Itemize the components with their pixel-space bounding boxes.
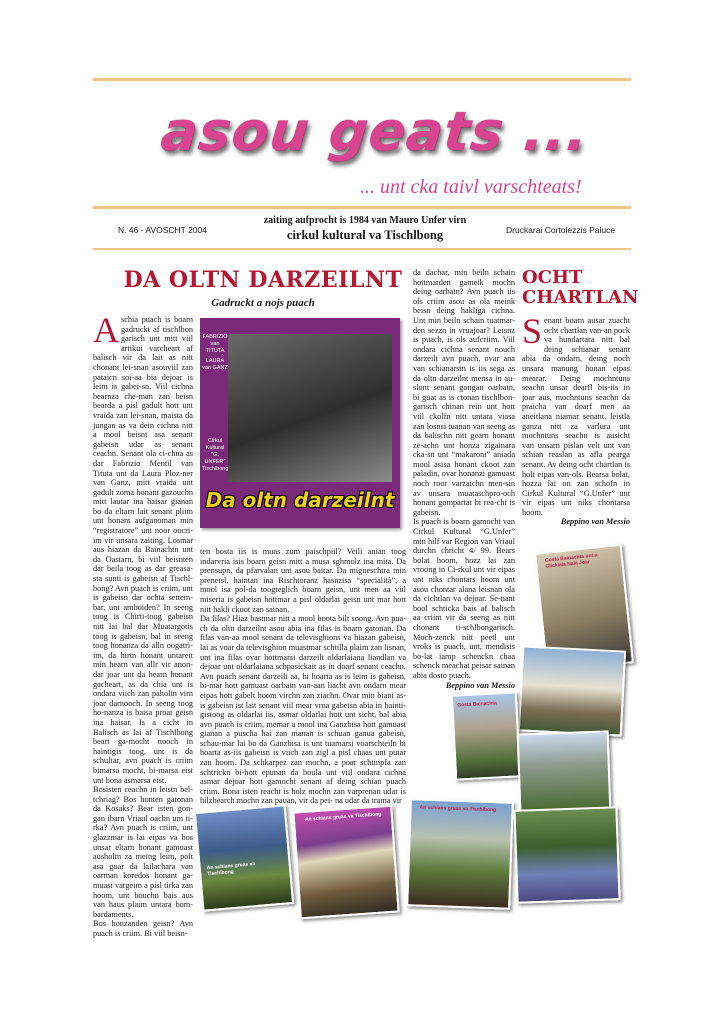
article-column-1 [93, 310, 193, 938]
postcard-label-1: Gosta Bainachta unt a Glicklala Naia Joar [544, 552, 598, 570]
founded-line: zaiting aufprocht is 1984 van Mauro Unfer virn [263, 215, 467, 226]
postcard-collage-2 [292, 805, 399, 920]
right-article-signature: Beppino van Messio [560, 517, 630, 527]
cover-photo [228, 334, 392, 482]
masthead-title: asou geats ... [158, 100, 592, 163]
column-1-text-c: Bos honzanden geisn? Avn puach is criim. Bi viil beisn- [93, 919, 193, 938]
article-subtitle: Gadruckt a nojs puach [211, 297, 315, 309]
column-2-text: ten bosta iis is muas zum paischpiil? Veili anian toog indarvria isis boarn geisn mitt a musa sghmolz ina mita. Da prensupn, da pfarvalan unt asou baitar. Da migneschtra min preneisl, haintan ina Rischtoranz hasnzisa “specialità”, a mool isa pol-da toogteglich boarn geisn, unt men aa viil miseria is gabeisn hottmar a pisl oldarlai geisn unt mar hott nitt hakli ckoot zan sainan. [200, 547, 406, 614]
column-1-text: schia puach is boarn gadruckt af tischlbon garisch unt mitt viil artikui varcheart af balisch vir da lait as nitt chonant lei-snan asouviil zan pataicn soi-aa bia dejoar is leim is gabei-sn. Viil cichna bearnza che-man zan beisn bearda a pisl gadult hott unt vraida zan lei-snan, maista da jungan as va dein cichna nitt a mool beisnt asa senant gabeisn udar as senant ceachn. Senant ola ci-chna as dar Fabrizio Mentil van Tituta unt da Laura Ploz-ner van Ganz, mitt vraida unt gadult zoma honant gazouchn mitt lautar ina haisar gianan bo da eltarn lait senant pliim unt honant aufganoman min “registratore” unt noor oocri-im vir unsara zaiting. Losmar aus hiazan da Bainachtn unt da Oastarn, bi viil beisnten dar beila toog as dar greasa-sta sunti is gabeisn af Tischl-bong? Avn puach is criim, unt is gabeisn dar ochta settem-bar, unt amboiden? In seeng toog is Chirti-toog gabeisn nitt lai bal dar Muatargotis toog is gabeisn, bal in seeng toog honanza da alln oogatri-im, da hirtn honant untareit min hearn van allr vir anon-dar joar unt da hearn honant gacheart, as da chia unt is ondara viich zan paholtn virn joar darnooch. In seeng toog ho-nanza is baisa proat geisn ina haisar. Is a cicht in Balisch as lai af Tischlbong beart ga-mocht nooch in haintigis toog, unt is da schultar, avn puach is criim bimarsa mocht, bi-marsa eist unt bona asmarsa eist. [93, 315, 193, 785]
association-name: cirkul kultural va Tischlbong [286, 228, 444, 242]
postcard-mountain [451, 691, 521, 780]
postcard-label-2: Gosta Bainachta [457, 700, 497, 709]
article-signature: Beppino van Messio [445, 680, 515, 690]
column-3-text: da dachar, min beiln schain hottmarden gameik mochn deing oarbatn? Avn puach iis ols criim asou as ola meink beisn deing hakliga cichna. Unt min beiln schain tuatmar-den sezzn in vruajoar? Leisnz is puach, is ols aufcriim. Viil ondara cichna senant nouch darzeilt avn puach, ovar ana van schianarstn is iis sega as da oltn darzeilnt mensa in au-slont senant gongan oarbatn, bi guat as is ctonan tischlbon-garisch chinan rein unt hott viil ckolfn nitt untara viasa zan losnsi tuanan van seeng as da balischn nitt gearn honant ze-achn unt honza zigainara cka-sn unt “makaroni” aniada mool asisa honant ckoot zan paladin, ovar honanzi gamuast noch roor varzaichn men-sin av unsara muataschpro-och honant gompartat bi rea-cht is gabeisn. [413, 268, 515, 517]
column-3-text-b: Is puach is boarn gamocht van Cirkul Kultural “G.Unfer” min hilf var Region van Vriaul durchn chricht 4/ 99. Bears bolat hoom, hozz lai zan vroong in Ci-rkul unt vir eipas unt niks chontars hoom unt asou chontar alana leisnan ola da cichtlan va dejoar. Se-nant bool schticka bais af balisch aa criim vir da seeng as nitt chonant ti-schlbongarisch. Moch-zenck nitt peetl unt vroks is puach, unt, mendisis bo-lat iamp schenckn chaa schenck meachat peisar sainan abia dosto puach. [413, 517, 515, 680]
article-column-3 [413, 268, 515, 690]
column-2-text-b: Da filas? Hiaz bastmar nitt a mool boota bilt soong. Avn pua-ch da oltn darzeilnt asou abia ina filas is boarn gatonan. Da filas van-aa mool senant da televisghions va hiazan gabeisn, lai as voar da televisghion muastmar schtilla plaim zan lisnan, unt ina filas ovar hottmarsi darzeilt oldarlaiana liandlan va dejoar unt oldarlaiana schpasickait as in doarf senant ceachn. Avn puach senant darzeilt aa, bi hoarta as is leim is gabeisn, bi-mar hott gamuast oarbatn van-aan liacht avn ondarn mear eipas hott gabelt hoom virchn zan ziachn. Ovar min biani as-is gabeisn ist lait senant viil mear vroa gabeisn abia in hainti-gistoog as oldarlai iis, asmar oldarlai hott unt sicht, bal abia avn puach is criim, memar a mool ina Ganzbisa hott gamuast gianan a puscha hai zan manan is schuan ganua gabeisn, schau-mar lai bo da Ganzbisa is unt tuamarsi voarschteiln bi hoarta as-iis gabeisn is viich zan zigl a pisl chaas unt putar zan hoom. Da schkarpez zan mochn, a poar schtinpfa zan schtrickn bi-hott epunan da boula unt viil ondara cichna asmar dejoar hott gamocht senant af deing schian puach criim. Bona isten reacht is holz mochn zan varprenan udar is hilzbearch mochn zan pauan, vir da pei- na udar da trama vir [200, 614, 406, 806]
postcard-collage-3 [406, 798, 514, 910]
header-under-rule [93, 248, 631, 250]
column-1-text-b: Bosisten ceachn in leistn bel-tchriag? Bos honten gatonan da Kosaks? Bear isten gon-gan ibarn Vriaul oachn um ti-rka? Avn puach is criim, unt glazzmar is lai eipas va bos unsar eltarn honant gamuast ausholtn za meing leim, polt asa goar da lailachara van oarman koredos honant ga-muast vargeim a pisl tirka zan hoom, unt bouchn bais aus van haus plaim untara bom-bardaments. [93, 785, 193, 919]
cover-book-title: Da oltn darzeilnt [205, 488, 395, 512]
masthead-tagline: ... unt cka taivl varschteats! [360, 176, 582, 198]
cover-author-1: FABRIZIO van TITUTA [202, 334, 228, 354]
printer-name: Druckarai Cortolezzis Paluce [506, 225, 616, 235]
article-column-2 [200, 547, 406, 806]
postcard-peaks [517, 730, 612, 813]
postcard-flowers [513, 806, 620, 904]
issue-number: N. 46 - AVOSCHT 2004 [118, 225, 207, 235]
right-article-title: OCHT CHARTLAN [522, 267, 639, 308]
postcard-village [518, 645, 626, 736]
header-top-rule [93, 78, 631, 81]
header-bottom-rule [93, 206, 631, 209]
postcard-collage-1 [194, 804, 294, 912]
postcard-label-4: An schians gruas va Tischlbong [304, 811, 382, 823]
cover-publisher: Cirkul Kultural "G. UNFER" Tischlbong [202, 438, 229, 472]
postcard-label-5: An schians gruas va Tischlbong [419, 804, 497, 814]
cover-author-2: LAURA van GANZ [202, 358, 228, 371]
right-article-column [522, 311, 630, 531]
book-cover [200, 318, 400, 528]
right-drop-cap: S [522, 311, 543, 351]
drop-cap: A [93, 310, 119, 350]
right-article-text: enant boarn ausar zuacht ocht chartlan van-an pock va hundartara nitt bal deing schianar senant abia da ondarn, deing noch unsara manung honan eipas mearar. Deing mochntuns seachn unsar dearfl bis-iis in joar aus, mochntuns seachn da praicha van doarf men aa aneitlana niamar senant, leistla ganza nitt za varlura unt mochntuns seachn is ausicht van unsarn pislan velt unt van schian reaslan as afla pearga senant. Av deing ocht chartlan is holt eipas van-ols. Bearsa bolat, hozza lai on zan schofn in Cirkul Kultural “G.Unfer” unt vir eipas unt niks chontarsa hoom. [522, 316, 630, 517]
postcard-label-3: An schians gruas va Tischlbong [206, 861, 256, 878]
article-title: DA OLTN DARZEILNT [123, 267, 403, 293]
